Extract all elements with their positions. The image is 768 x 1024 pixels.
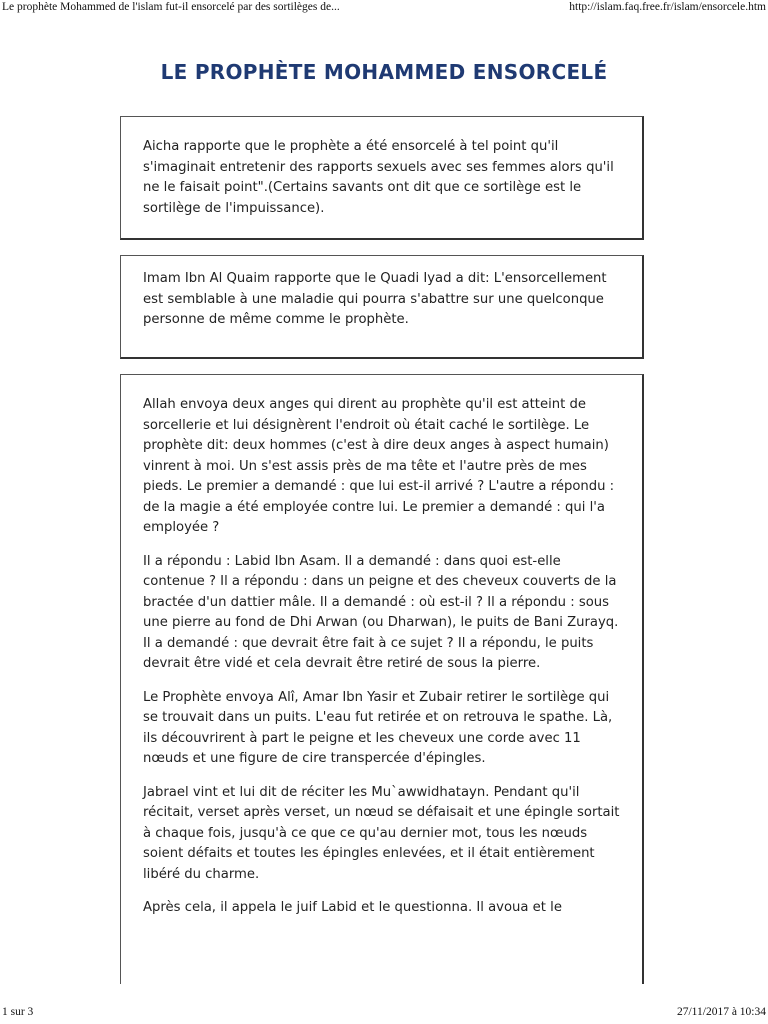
narrative-paragraph: Après cela, il appela le juif Labid et le questionna. Il avoua et le [143, 900, 562, 915]
narrative-paragraph: Il a répondu : Labid Ibn Asam. Il a demandé : dans quoi est-elle contenue ? Il a répondu : dans un peigne et des cheveux couverts de la bractée d'un dattier mâle. Il a demandé : où est-il ? Il a répondu : sous une pierre au fond de Dhi Arwan (ou Dharwan), le puits de Bani Zurayq. Il a demandé : que devrait être fait à ce sujet ? Il a répondu, le puits devrait être vidé et cela devrait être retiré de sous la pierre. [143, 553, 619, 671]
narrative-paragraph: Allah envoya deux anges qui dirent au prophète qu'il est atteint de sorcellerie et lui désignèrent l'endroit où était caché le sortilège. Le prophète dit: deux hommes (c'est à dire deux anges à aspect humain) vinrent à moi. Un s'est assis près de ma tête et l'autre près de mes pieds. Le premier a demandé : que lui est-il arrivé ? L'autre a répondu : de la magie a été employée contre lui. Le premier a demandé : qui l'a employée ? [143, 397, 615, 535]
page-counter: 1 sur 3 [2, 1006, 34, 1018]
print-footer [0, 1004, 768, 1024]
print-datetime: 27/11/2017 à 10:34 [676, 1006, 766, 1018]
page-title: LE PROPHÈTE MOHAMMED ENSORCELÉ [160, 60, 608, 84]
narrative-box [120, 374, 644, 984]
narrative-paragraph: Le Prophète envoya Alî, Amar Ibn Yasir et Zubair retirer le sortilège qui se trouvait dans un puits. L'eau fut retirée et on retrouva le spathe. Là, ils découvrirent à part le peigne et les cheveux une corde avec 11 nœuds et une figure de cire transpercée d'épingles. [143, 689, 613, 766]
print-header-title: Le prophète Mohammed de l'islam fut-il ensorcelé par des sortilèges de... [2, 1, 340, 13]
quote-box-ibn-al-quaim [120, 255, 644, 359]
quote-box-text: Imam Ibn Al Quaim rapporte que le Quadi Iyad a dit: L'ensorcellement est semblable à une maladie qui pourra s'abattre sur une quelconque personne de même comme le prophète. [143, 271, 607, 327]
narrative-paragraph: Jabrael vint et lui dit de réciter les Mu`awwidhatayn. Pendant qu'il récitait, verset après verset, un nœud se défaisait et une épingle sortait à chaque fois, jusqu'à ce que ce qu'au dernier mot, tous les nœuds soient défaits et toutes les épingles enlevées, et il était entièrement libéré du charme. [143, 784, 620, 882]
quote-box-aicha [120, 116, 644, 240]
print-header [0, 0, 768, 18]
print-header-url: http://islam.faq.free.fr/islam/ensorcele.htm [569, 1, 766, 13]
quote-box-text: Aicha rapporte que le prophète a été ensorcelé à tel point qu'il s'imaginait entretenir des rapports sexuels avec ses femmes alors qu'il ne le faisait point".(Certains savants ont dit que ce sortilège est le sortilège de l'impuissance). [143, 139, 614, 216]
